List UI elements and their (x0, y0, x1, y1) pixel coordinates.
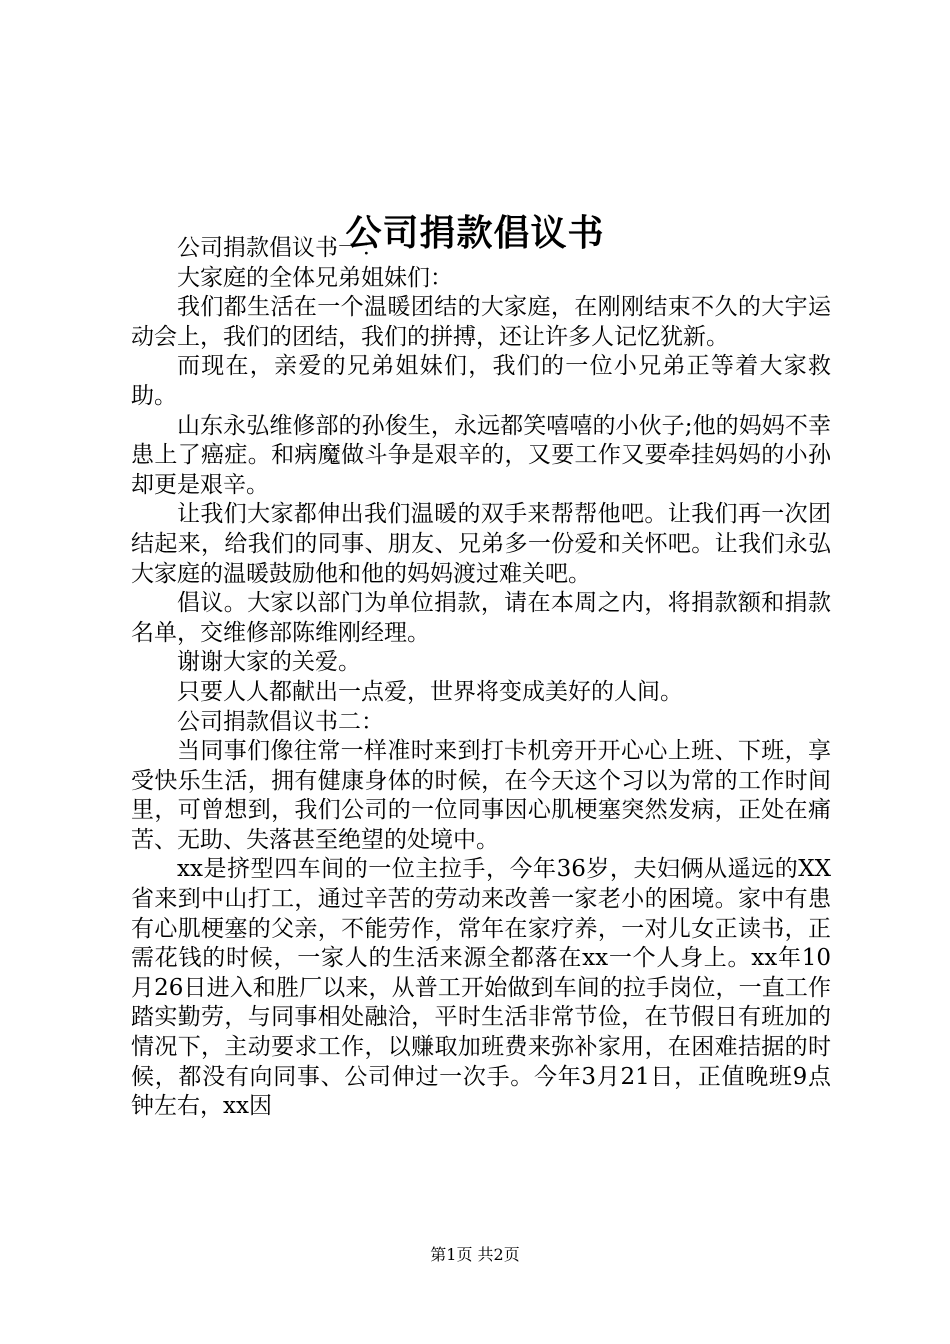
paragraph: 我们都生活在一个温暖团结的大家庭，在刚刚结束不久的大宇运动会上，我们的团结，我们的拼搏，还让许多人记忆犹新。 (131, 294, 831, 350)
paragraph: 而现在，亲爱的兄弟姐妹们，我们的一位小兄弟正等着大家救助。 (131, 353, 831, 409)
paragraph: 倡议。大家以部门为单位捐款，请在本周之内，将捐款额和捐款名单，交维修部陈维刚经理。 (131, 590, 831, 646)
paragraph: 只要人人都献出一点爱，世界将变成美好的人间。 (177, 678, 683, 705)
paragraph: 谢谢大家的关爱。 (177, 649, 361, 676)
paragraph: 让我们大家都伸出我们温暖的双手来帮帮他吧。让我们再一次团结起来，给我们的同事、朋友、兄弟多一份爱和关怀吧。让我们永弘大家庭的温暖鼓励他和他的妈妈渡过难关吧。 (131, 501, 831, 587)
document-body (131, 234, 831, 1122)
paragraph: 大家庭的全体兄弟姐妹们： (177, 264, 453, 291)
paragraph: 公司捐款倡议书一： (177, 235, 384, 261)
paragraph: 山东永弘维修部的孙俊生，永远都笑嘻嘻的小伙子;他的妈妈不幸患上了癌症。和病魔做斗争是艰辛的，又要工作又要牵挂妈妈的小孙却更是艰辛。 (131, 412, 831, 498)
paragraph: 公司捐款倡议书二： (177, 708, 384, 735)
paragraph: xx是挤型四车间的一位主拉手，今年36岁，夫妇俩从遥远的XX省来到中山打工，通过辛苦的劳动来改善一家老小的困境。家中有患有心肌梗塞的父亲，不能劳作，常年在家疗养，一对儿女正读书，正需花钱的时候，一家人的生活来源全都落在xx一个人身上。xx年10月26日进入和胜厂以来，从普工开始做到车间的拉手岗位，一直工作踏实勤劳，与同事相处融洽，平时生活非常节俭，在节假日有班加的情况下，主动要求工作，以赚取加班费来弥补家用，在困难拮据的时候，都没有向同事、公司伸过一次手。今年3月21日，正值晚班9点钟左右，xx因 (131, 856, 831, 1120)
document-title: 公司捐款倡议书 (345, 212, 605, 255)
page-number-footer: 第1页 共2页 (430, 1245, 520, 1264)
paragraph: 当同事们像往常一样准时来到打卡机旁开开心心上班、下班，享受快乐生活，拥有健康身体的时候，在今天这个习以为常的工作时间里，可曾想到，我们公司的一位同事因心肌梗塞突然发病，正处在痛苦、无助、失落甚至绝望的处境中。 (131, 738, 831, 853)
